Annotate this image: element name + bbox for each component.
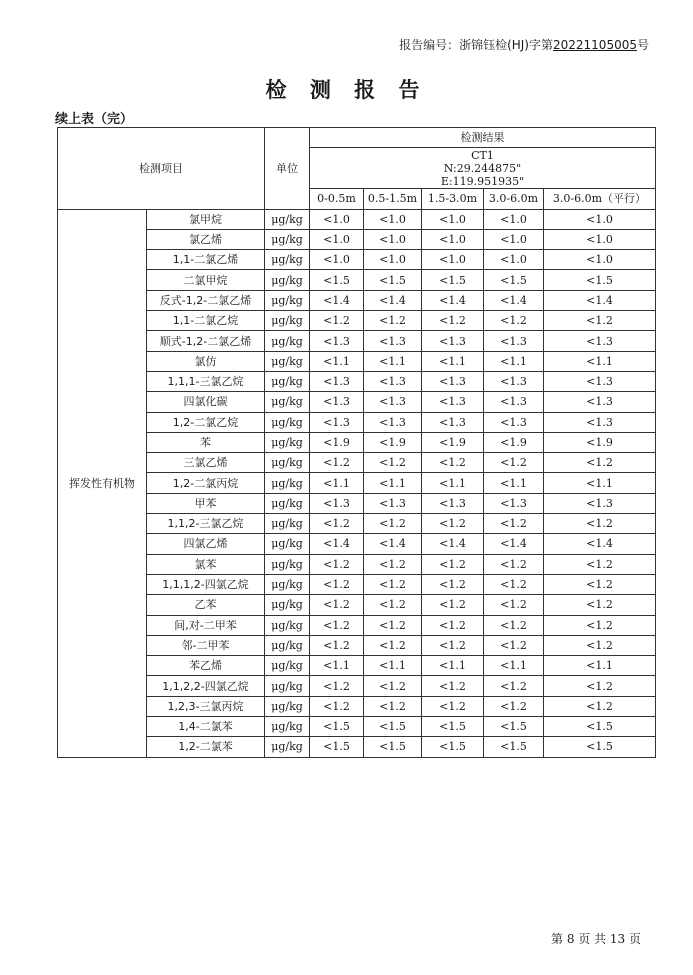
value-cell: <1.9	[310, 432, 364, 452]
unit-cell: μg/kg	[265, 311, 310, 331]
table-row	[58, 493, 656, 513]
table-row	[58, 229, 656, 249]
unit-cell: μg/kg	[265, 615, 310, 635]
analyte-name: 1,1,1-三氯乙烷	[147, 371, 265, 391]
unit-cell: μg/kg	[265, 717, 310, 737]
value-cell: <1.2	[364, 635, 422, 655]
value-cell: <1.2	[544, 615, 656, 635]
analyte-name: 1,2-二氯乙烷	[147, 412, 265, 432]
header-result: 检测结果	[310, 128, 656, 148]
unit-cell: μg/kg	[265, 412, 310, 432]
table-row	[58, 514, 656, 534]
value-cell: <1.3	[422, 331, 484, 351]
table-row	[58, 737, 656, 757]
value-cell: <1.2	[544, 676, 656, 696]
results-body	[58, 209, 656, 757]
value-cell: <1.2	[422, 514, 484, 534]
unit-cell: μg/kg	[265, 290, 310, 310]
location-name: CT1	[471, 148, 494, 162]
value-cell: <1.2	[310, 311, 364, 331]
table-subtitle: 续上表（完）	[55, 112, 134, 127]
value-cell: <1.3	[422, 371, 484, 391]
value-cell: <1.2	[422, 311, 484, 331]
value-cell: <1.2	[544, 635, 656, 655]
value-cell: <1.2	[422, 453, 484, 473]
value-cell: <1.3	[544, 371, 656, 391]
analyte-name: 1,2,3-三氯丙烷	[147, 696, 265, 716]
unit-cell: μg/kg	[265, 250, 310, 270]
table-row	[58, 311, 656, 331]
value-cell: <1.1	[310, 656, 364, 676]
analyte-name: 顺式-1,2-二氯乙烯	[147, 331, 265, 351]
value-cell: <1.1	[544, 656, 656, 676]
analyte-name: 1,4-二氯苯	[147, 717, 265, 737]
unit-cell: μg/kg	[265, 371, 310, 391]
value-cell: <1.1	[422, 351, 484, 371]
value-cell: <1.3	[484, 412, 544, 432]
value-cell: <1.2	[484, 696, 544, 716]
depth-header: 0.5-1.5m	[364, 189, 422, 209]
value-cell: <1.0	[484, 209, 544, 229]
table-row	[58, 554, 656, 574]
analyte-name: 二氯甲烷	[147, 270, 265, 290]
value-cell: <1.2	[364, 595, 422, 615]
value-cell: <1.0	[364, 229, 422, 249]
value-cell: <1.4	[310, 534, 364, 554]
table-row	[58, 534, 656, 554]
value-cell: <1.2	[310, 615, 364, 635]
table-row	[58, 453, 656, 473]
value-cell: <1.9	[484, 432, 544, 452]
value-cell: <1.2	[422, 574, 484, 594]
value-cell: <1.2	[310, 554, 364, 574]
value-cell: <1.3	[310, 392, 364, 412]
table-row	[58, 290, 656, 310]
value-cell: <1.3	[484, 493, 544, 513]
table-row	[58, 371, 656, 391]
value-cell: <1.0	[310, 250, 364, 270]
table-row	[58, 392, 656, 412]
value-cell: <1.4	[364, 534, 422, 554]
value-cell: <1.4	[484, 534, 544, 554]
value-cell: <1.2	[484, 311, 544, 331]
value-cell: <1.2	[364, 574, 422, 594]
value-cell: <1.2	[310, 696, 364, 716]
value-cell: <1.2	[544, 595, 656, 615]
value-cell: <1.1	[484, 351, 544, 371]
value-cell: <1.3	[364, 392, 422, 412]
value-cell: <1.2	[364, 554, 422, 574]
unit-cell: μg/kg	[265, 351, 310, 371]
value-cell: <1.3	[484, 371, 544, 391]
value-cell: <1.2	[422, 595, 484, 615]
value-cell: <1.0	[364, 209, 422, 229]
value-cell: <1.2	[310, 514, 364, 534]
value-cell: <1.0	[484, 229, 544, 249]
value-cell: <1.2	[364, 696, 422, 716]
analyte-name: 苯	[147, 432, 265, 452]
value-cell: <1.0	[364, 250, 422, 270]
value-cell: <1.3	[422, 412, 484, 432]
analyte-name: 氯仿	[147, 351, 265, 371]
table-row	[58, 656, 656, 676]
analyte-name: 1,1,2-三氯乙烷	[147, 514, 265, 534]
value-cell: <1.4	[364, 290, 422, 310]
table-row	[58, 574, 656, 594]
value-cell: <1.0	[544, 250, 656, 270]
analyte-name: 四氯化碳	[147, 392, 265, 412]
table-row	[58, 351, 656, 371]
report-number-label: 报告编号：浙锦钰检(HJ)字第	[399, 38, 553, 52]
value-cell: <1.2	[310, 635, 364, 655]
value-cell: <1.0	[544, 229, 656, 249]
depth-header: 0-0.5m	[310, 189, 364, 209]
unit-cell: μg/kg	[265, 392, 310, 412]
analyte-name: 1,2-二氯苯	[147, 737, 265, 757]
value-cell: <1.3	[544, 331, 656, 351]
value-cell: <1.2	[484, 514, 544, 534]
value-cell: <1.1	[422, 656, 484, 676]
unit-cell: μg/kg	[265, 229, 310, 249]
table-row	[58, 696, 656, 716]
value-cell: <1.2	[310, 676, 364, 696]
table-row	[58, 412, 656, 432]
value-cell: <1.2	[544, 514, 656, 534]
value-cell: <1.5	[364, 270, 422, 290]
analyte-name: 氯甲烷	[147, 209, 265, 229]
header-unit: 单位	[265, 128, 310, 210]
unit-cell: μg/kg	[265, 432, 310, 452]
location-east: E:119.951935"	[440, 174, 525, 188]
depth-header: 3.0-6.0m	[484, 189, 544, 209]
value-cell: <1.2	[364, 514, 422, 534]
value-cell: <1.2	[310, 595, 364, 615]
unit-cell: μg/kg	[265, 737, 310, 757]
value-cell: <1.1	[544, 351, 656, 371]
value-cell: <1.3	[544, 392, 656, 412]
value-cell: <1.2	[484, 554, 544, 574]
value-cell: <1.9	[544, 432, 656, 452]
analyte-name: 苯乙烯	[147, 656, 265, 676]
unit-cell: μg/kg	[265, 209, 310, 229]
value-cell: <1.0	[544, 209, 656, 229]
table-row	[58, 676, 656, 696]
value-cell: <1.1	[310, 473, 364, 493]
value-cell: <1.4	[484, 290, 544, 310]
value-cell: <1.4	[422, 290, 484, 310]
unit-cell: μg/kg	[265, 473, 310, 493]
value-cell: <1.2	[422, 635, 484, 655]
value-cell: <1.2	[422, 615, 484, 635]
value-cell: <1.2	[484, 615, 544, 635]
analyte-name: 乙苯	[147, 595, 265, 615]
value-cell: <1.0	[310, 229, 364, 249]
value-cell: <1.4	[422, 534, 484, 554]
report-number-value: 20221105005	[553, 38, 637, 52]
analyte-name: 1,2-二氯丙烷	[147, 473, 265, 493]
value-cell: <1.1	[484, 473, 544, 493]
analyte-name: 1,1,2,2-四氯乙烷	[147, 676, 265, 696]
value-cell: <1.3	[544, 412, 656, 432]
page-title: 检 测 报 告	[265, 78, 428, 102]
value-cell: <1.5	[422, 737, 484, 757]
value-cell: <1.2	[544, 696, 656, 716]
value-cell: <1.0	[422, 229, 484, 249]
value-cell: <1.5	[310, 270, 364, 290]
analyte-name: 邻-二甲苯	[147, 635, 265, 655]
unit-cell: μg/kg	[265, 270, 310, 290]
table-row	[58, 270, 656, 290]
category-cell: 挥发性有机物	[58, 209, 147, 757]
value-cell: <1.3	[484, 392, 544, 412]
table-row	[58, 209, 656, 229]
value-cell: <1.2	[422, 696, 484, 716]
value-cell: <1.3	[364, 412, 422, 432]
value-cell: <1.5	[544, 737, 656, 757]
table-row	[58, 717, 656, 737]
value-cell: <1.2	[364, 615, 422, 635]
analyte-name: 氯苯	[147, 554, 265, 574]
unit-cell: μg/kg	[265, 514, 310, 534]
depth-header: 3.0-6.0m（平行）	[544, 189, 656, 209]
value-cell: <1.5	[422, 717, 484, 737]
value-cell: <1.4	[544, 534, 656, 554]
value-cell: <1.1	[310, 351, 364, 371]
value-cell: <1.1	[364, 656, 422, 676]
value-cell: <1.2	[544, 554, 656, 574]
analyte-name: 四氯乙烯	[147, 534, 265, 554]
value-cell: <1.3	[422, 392, 484, 412]
value-cell: <1.5	[310, 737, 364, 757]
page-number: 第 8 页 共 13 页	[551, 932, 641, 946]
table-row	[58, 595, 656, 615]
value-cell: <1.5	[484, 737, 544, 757]
value-cell: <1.5	[484, 717, 544, 737]
value-cell: <1.1	[364, 351, 422, 371]
value-cell: <1.2	[364, 676, 422, 696]
analyte-name: 1,1-二氯乙烷	[147, 311, 265, 331]
analyte-name: 1,1,1,2-四氯乙烷	[147, 574, 265, 594]
unit-cell: μg/kg	[265, 635, 310, 655]
report-number-suffix: 号	[636, 38, 649, 52]
analyte-name: 氯乙烯	[147, 229, 265, 249]
table-row	[58, 250, 656, 270]
value-cell: <1.5	[310, 717, 364, 737]
value-cell: <1.4	[544, 290, 656, 310]
unit-cell: μg/kg	[265, 595, 310, 615]
value-cell: <1.5	[364, 737, 422, 757]
value-cell: <1.5	[544, 270, 656, 290]
value-cell: <1.0	[422, 209, 484, 229]
unit-cell: μg/kg	[265, 554, 310, 574]
analyte-name: 甲苯	[147, 493, 265, 513]
value-cell: <1.2	[544, 453, 656, 473]
value-cell: <1.3	[310, 412, 364, 432]
unit-cell: μg/kg	[265, 453, 310, 473]
value-cell: <1.2	[484, 676, 544, 696]
value-cell: <1.2	[364, 453, 422, 473]
analyte-name: 间,对-二甲苯	[147, 615, 265, 635]
unit-cell: μg/kg	[265, 574, 310, 594]
value-cell: <1.9	[364, 432, 422, 452]
value-cell: <1.2	[422, 554, 484, 574]
unit-cell: μg/kg	[265, 331, 310, 351]
value-cell: <1.3	[364, 331, 422, 351]
value-cell: <1.5	[422, 270, 484, 290]
value-cell: <1.2	[484, 453, 544, 473]
unit-cell: μg/kg	[265, 534, 310, 554]
location-north: N:29.244875"	[443, 161, 522, 175]
value-cell: <1.1	[422, 473, 484, 493]
value-cell: <1.2	[544, 311, 656, 331]
results-table	[57, 127, 656, 758]
value-cell: <1.3	[310, 371, 364, 391]
value-cell: <1.2	[364, 311, 422, 331]
table-row	[58, 331, 656, 351]
value-cell: <1.3	[364, 493, 422, 513]
value-cell: <1.4	[310, 290, 364, 310]
value-cell: <1.0	[422, 250, 484, 270]
table-row	[58, 432, 656, 452]
unit-cell: μg/kg	[265, 696, 310, 716]
value-cell: <1.5	[484, 270, 544, 290]
value-cell: <1.0	[484, 250, 544, 270]
unit-cell: μg/kg	[265, 493, 310, 513]
analyte-name: 三氯乙烯	[147, 453, 265, 473]
table-row	[58, 615, 656, 635]
report-number	[399, 36, 649, 53]
value-cell: <1.1	[484, 656, 544, 676]
analyte-name: 1,1-二氯乙烯	[147, 250, 265, 270]
value-cell: <1.1	[364, 473, 422, 493]
value-cell: <1.3	[422, 493, 484, 513]
value-cell: <1.2	[310, 574, 364, 594]
unit-cell: μg/kg	[265, 656, 310, 676]
value-cell: <1.2	[310, 453, 364, 473]
value-cell: <1.5	[364, 717, 422, 737]
value-cell: <1.3	[544, 493, 656, 513]
value-cell: <1.2	[544, 574, 656, 594]
value-cell: <1.1	[544, 473, 656, 493]
value-cell: <1.3	[364, 371, 422, 391]
table-row	[58, 473, 656, 493]
value-cell: <1.3	[484, 331, 544, 351]
location-cell	[310, 148, 656, 189]
value-cell: <1.2	[422, 676, 484, 696]
value-cell: <1.3	[310, 493, 364, 513]
value-cell: <1.5	[544, 717, 656, 737]
value-cell: <1.0	[310, 209, 364, 229]
header-item: 检测项目	[58, 128, 265, 210]
value-cell: <1.2	[484, 595, 544, 615]
value-cell: <1.9	[422, 432, 484, 452]
table-row	[58, 635, 656, 655]
value-cell: <1.2	[484, 635, 544, 655]
value-cell: <1.3	[310, 331, 364, 351]
unit-cell: μg/kg	[265, 676, 310, 696]
value-cell: <1.2	[484, 574, 544, 594]
analyte-name: 反式-1,2-二氯乙烯	[147, 290, 265, 310]
depth-header: 1.5-3.0m	[422, 189, 484, 209]
